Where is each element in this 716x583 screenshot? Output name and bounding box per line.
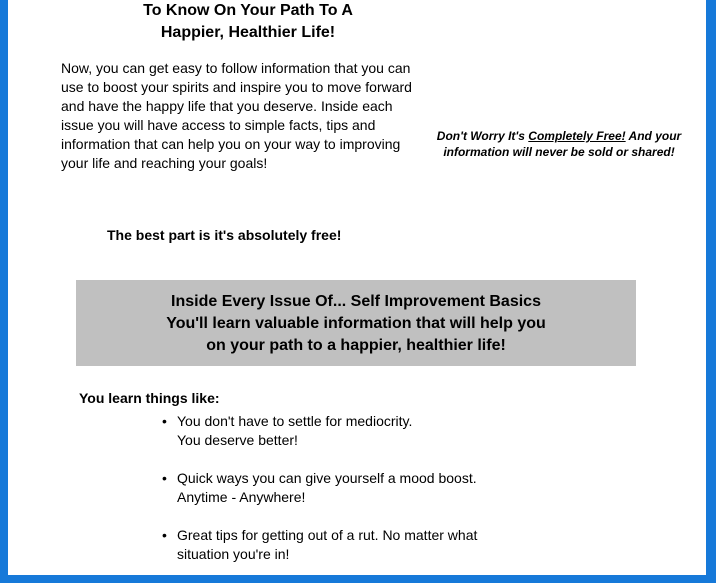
free-note-underlined: Completely Free! <box>528 129 626 143</box>
list-item-line-2: You deserve better! <box>177 432 298 448</box>
banner-line-2: You'll learn valuable information that will help you <box>166 315 546 332</box>
learn-list <box>162 412 562 583</box>
free-note-after: And your information will never be sold or shared! <box>443 129 682 159</box>
list-item-line-2: situation you're in! <box>177 546 290 562</box>
learn-title: You learn things like: <box>79 390 220 406</box>
content-page <box>8 0 706 575</box>
intro-paragraph: Now, you can get easy to follow information that you can use to boost your spirits and inspire you to move forward and have the happy life that you deserve. Inside each issue you will have access to simple facts, tips and information that can help you on your way to improving your life and reaching your goals! <box>61 60 412 171</box>
free-note <box>433 128 685 160</box>
list-item <box>162 526 562 564</box>
banner-line-3: on your path to a happier, healthier life! <box>206 337 506 354</box>
info-banner <box>76 280 636 366</box>
list-item <box>162 469 562 507</box>
headline <box>88 0 408 44</box>
best-part-text: The best part is it's absolutely free! <box>107 227 342 243</box>
list-item <box>162 412 562 450</box>
list-item-line-1: • Great tips for getting out of a rut. No matter what <box>177 527 478 543</box>
list-item-line-1: • You don't have to settle for mediocrity. <box>177 413 413 429</box>
headline-line-1: To Know On Your Path To A <box>143 2 353 19</box>
headline-line-2: Happier, Healthier Life! <box>160 24 336 41</box>
list-item-line-2: Anytime - Anywhere! <box>177 489 306 505</box>
free-note-before: Don't Worry It's <box>436 129 529 143</box>
banner-line-1: Inside Every Issue Of... Self Improvement Basics <box>171 293 541 310</box>
list-item-line-1: • Quick ways you can give yourself a mood boost. <box>177 470 477 486</box>
